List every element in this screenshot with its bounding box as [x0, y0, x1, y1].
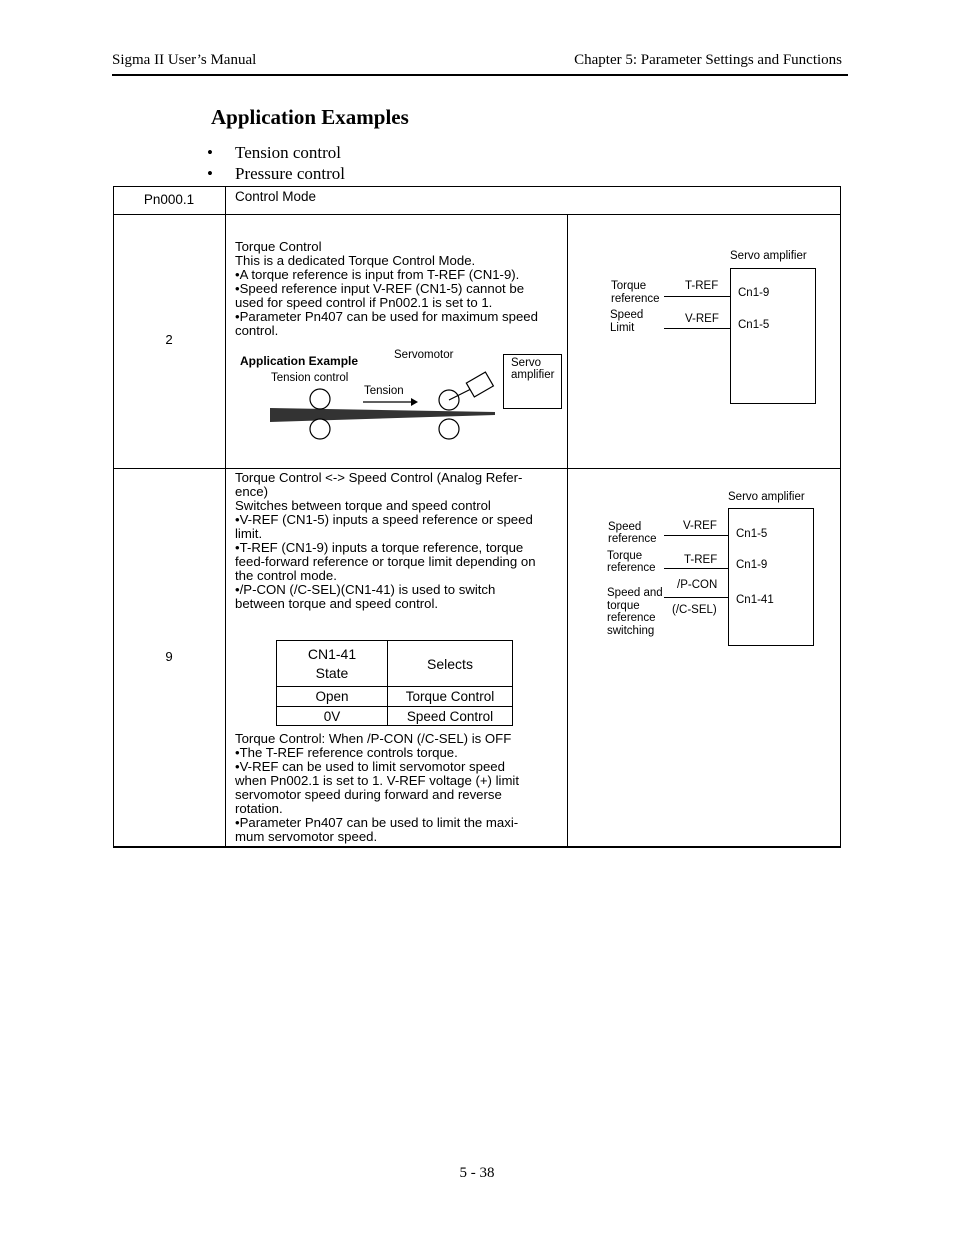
signal-name: T-REF	[684, 554, 718, 566]
bullet-item: • Tension control	[207, 143, 341, 162]
pin-label: Cn1-9	[736, 559, 768, 571]
pin-label: Cn1-5	[736, 528, 768, 540]
col-header: Selects	[388, 641, 513, 687]
signal-label: switching	[607, 625, 655, 637]
header-manual-title: Sigma II User’s Manual	[112, 52, 257, 68]
bullet-text: Pressure control	[235, 164, 346, 183]
pin-label: Cn1-5	[738, 319, 770, 331]
col-header: CN1-41 State	[277, 641, 388, 687]
header-chapter-title: Chapter 5: Parameter Settings and Functions	[574, 52, 842, 68]
signal-name: /P-CON	[677, 579, 718, 591]
row-description: Torque Control <-> Speed Control (Analog Refer- ence) Switches between torque and speed control •V-REF (CN1-5) inputs a speed reference or speed limit. •T-REF (CN1-9) inputs a torque reference, torque feed-forward reference or torque limit depending on the control mode. •/P-CON (/C-SEL)(CN1-41) is used to switch between torque and speed control.	[235, 470, 536, 611]
signal-label: Speed and	[607, 587, 663, 599]
signal-label: reference	[611, 293, 660, 305]
signal-label: Speed	[610, 309, 644, 321]
upper-roller	[310, 389, 330, 409]
tension-control-diagram	[260, 360, 510, 450]
signal-label: Limit	[610, 322, 635, 334]
web-material	[270, 408, 495, 422]
pin-label: Cn1-41	[736, 594, 774, 606]
signal-label: Torque	[607, 550, 643, 562]
param-heading: Control Mode	[235, 189, 317, 204]
lower-roller	[310, 419, 330, 439]
table-row: 0V Speed Control	[277, 707, 513, 726]
amp-title: Servo amplifier	[730, 250, 807, 262]
row-value-9: 9	[165, 649, 173, 664]
tension-control-label: Tension control	[271, 372, 349, 384]
bullet-item: • Pressure control	[207, 164, 346, 183]
bullet-text: Tension control	[235, 143, 341, 162]
pin-label: Cn1-9	[738, 287, 770, 299]
signal-label: reference	[607, 612, 656, 624]
signal-label: Torque	[611, 280, 647, 292]
table-row: Open Torque Control	[277, 687, 513, 707]
lower-roller	[439, 419, 459, 439]
servomotor-icon	[466, 372, 493, 397]
amp-title: Servo amplifier	[728, 491, 805, 503]
signal-label: Speed	[608, 521, 642, 533]
signal-label: reference	[607, 562, 656, 574]
row-description-continued: Torque Control: When /P-CON (/C-SEL) is OFF •The T-REF reference controls torque. •V-REF can be used to limit servomotor speed when Pn002.1 is set to 1. V-REF voltage (+) limit servomotor speed during forward and reverse rotation. •Parameter Pn407 can be used to limit the maxi- mum servomotor speed.	[235, 731, 520, 844]
example-title: Application Example	[240, 354, 359, 368]
signal-name: V-REF	[683, 520, 717, 532]
header-rule	[112, 74, 848, 76]
cn1-41-select-table	[276, 640, 513, 726]
signal-label: reference	[608, 533, 657, 545]
servomotor-label: Servomotor	[394, 349, 454, 361]
servo-amplifier-box: Servo amplifier	[503, 354, 562, 409]
tension-label: Tension	[364, 385, 404, 397]
row-description: Torque Control This is a dedicated Torque Control Mode. •A torque reference is input from T-REF (CN1-9). •Speed reference input V-REF (CN1-5) cannot be used for speed control if Pn002.1 is set to 1. •Parameter Pn407 can be used for maximum speed control.	[235, 239, 538, 338]
page-number: 5 - 38	[459, 1165, 495, 1181]
signal-label: torque	[607, 600, 640, 612]
signal-name: V-REF	[685, 313, 719, 325]
section-title: Application Examples	[211, 105, 409, 129]
signal-name: (/C-SEL)	[672, 604, 717, 616]
row-value-2: 2	[165, 332, 173, 347]
param-number: Pn000.1	[143, 192, 195, 207]
signal-name: T-REF	[685, 280, 719, 292]
